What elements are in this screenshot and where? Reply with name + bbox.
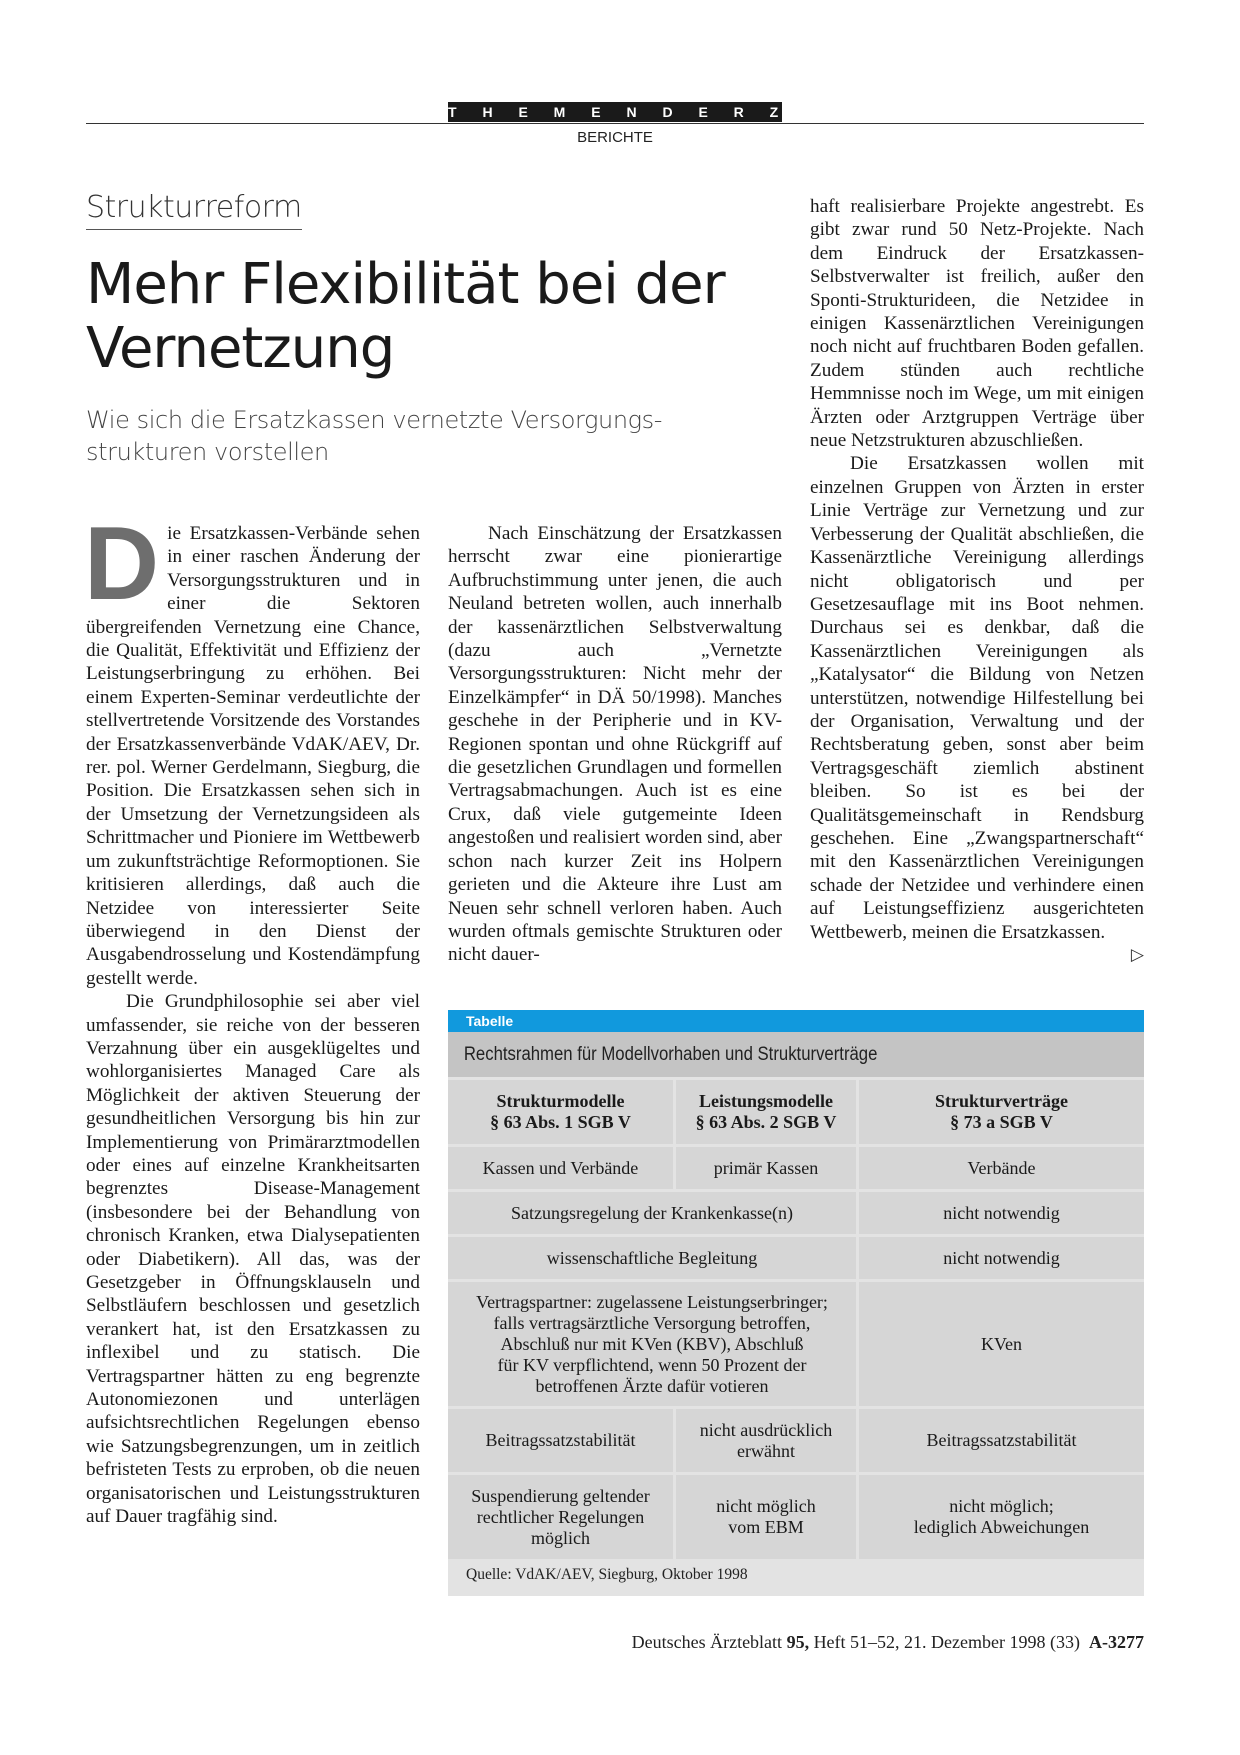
- paragraph-text: Die Ersatzkassen wollen mit einzelnen Gruppen von Ärzten in erster Linie Verträge zur Vernetzung und zur Verbesserung der Qualität abschließen, die Kassenärztliche Vereinigung allerdings nicht obligatorisch und per Gesetzesauflage mit ins Boot nehmen. Durchaus sei es denkbar, daß die Kassenärztlichen Vereinigungen als „Katalysator“ die Bildung von Netzen unterstützen, notwendige Hilfestellung bei der Organisation, Verwaltung und der Rechtsberatung geben, sonst aber beim Vertragsgeschäft ziemlich abstinent bleiben. So ist es bei der Qualitätsgemeinschaft in Rendsburg geschehen. Eine „Zwangspartnerschaft“ mit den Kassenärztlichen Vereinigungen schade der Netzidee und verhindere einen auf Leistungseffizienz ausgerichteten Wettbewerb, meinen die Ersatzkassen.: [810, 453, 1144, 943]
- section-header: T H E M E N D E R Z E I T: [448, 104, 889, 120]
- paragraph: [84, 506, 420, 990]
- body-column-2: [448, 522, 782, 967]
- table-cell: primär Kassen: [676, 1147, 856, 1189]
- article-title: Mehr Flexibilität bei der Vernetzung: [86, 252, 725, 381]
- table-title: Rechtsrahmen für Modellvorhaben und Strukturverträge: [448, 1032, 1144, 1077]
- table-cell: Suspendierung geltender rechtlicher Regelungen möglich: [448, 1475, 673, 1559]
- table-cell: nicht ausdrücklich erwähnt: [676, 1409, 856, 1472]
- table-cell: Beitragssatzstabilität: [859, 1409, 1144, 1472]
- page-number: A-3277: [1089, 1632, 1144, 1652]
- table-source: Quelle: VdAK/AEV, Siegburg, Oktober 1998: [466, 1566, 748, 1583]
- paragraph: Die Grundphilosophie sei aber viel umfassender, sie reiche von der besseren Verzahnung über ein ausgeklügeltes und wohlorganisiertes Managed Care als Möglichkeit der aktiven Steuerung der gesundheitlichen Versorgung bis hin zur Implementierung von Primärarztmodellen oder eines auf einzelne Krankheitsarten begrenztes Disease-Management (insbesondere bei der Behandlung von chronisch Kranken, etwa Dialysepatienten oder Diabetikern). All das, was der Gesetzgeber in Öffnungsklauseln und Selbstläufern beschlossen und gesetzlich verankert hat, ist den Ersatzkassen zu inflexibel und zu statisch. Die Vertragspartner hätten zu eng begrenzte Autonomiezonen und unterlägen aufsichtsrechtlichen Regelungen ebenso wie Satzungsbegrenzungen, um in zeitlich befristeten Tests zu erproben, ob die neuen organisatorischen und Leistungsstrukturen auf Dauer tragfähig sind.: [86, 991, 420, 1528]
- table-header-cell: Strukturverträge § 73 a SGB V: [859, 1080, 1144, 1144]
- paragraph: haft realisierbare Projekte angestrebt. Es gibt zwar rund 50 Netz-Projekte. Nach dem Eindruck der Ersatzkassen-Selbstverwalter ist freilich, außer den Sponti-Strukturideen, die Netzidee in einigen Kassenärztlichen Vereinigungen noch nicht auf fruchtbaren Boden gefallen. Zudem stünden auch rechtliche Hemmnisse noch im Wege, um mit einigen Ärzten oder Arztgruppen Verträge über neue Netzstrukturen abzuschließen.: [810, 196, 1144, 452]
- legal-framework-table: [448, 1010, 1144, 1596]
- paragraph-text: ie Ersatzkassen-Verbände sehen in einer raschen Änderung der Versorgungsstrukturen und in einer die Sektoren übergreifenden Vernetzung eine Chance, die Qualität, Effektivität und Effizienz der Leistungserbringung zu erhöhen. Bei einem Experten-Seminar verdeutlichte der stellvertretende Vorsitzende des Vorstandes der Ersatzkassenverbände VdAK/AEV, Dr. rer. pol. Werner Gerdelmann, Siegburg, die Position. Die Ersatzkassen sehen sich in der Umsetzung der Vernetzungsideen als Schrittmacher und Pioniere im Wettbewerb um zukunftsträchtige Reformoptionen. Sie kritisieren allerdings, daß auch die Netzidee von interessierter Seite überwiegend in den Dienst der Ausgabendrosselung und Kostendämpfung gestellt werde.: [86, 523, 420, 989]
- journal-volume: 95,: [786, 1632, 810, 1652]
- article-subtitle: Wie sich die Ersatzkassen vernetzte Versorgungsstrukturen vorstellen: [86, 406, 663, 466]
- body-column-1: [84, 506, 420, 1528]
- table-cell: nicht möglich vom EBM: [676, 1475, 856, 1559]
- header-rule: [86, 123, 1144, 124]
- body-column-3: [810, 195, 1144, 967]
- journal-name: Deutsches Ärzteblatt: [631, 1632, 783, 1652]
- article-kicker: Strukturreform: [86, 190, 302, 230]
- table-header-cell: Leistungsmodelle § 63 Abs. 2 SGB V: [676, 1080, 856, 1144]
- table-cell: nicht notwendig: [859, 1237, 1144, 1279]
- table-cell: Kassen und Verbände: [448, 1147, 673, 1189]
- table-cell: wissenschaftliche Begleitung: [448, 1237, 856, 1279]
- continue-arrow-icon: ▷: [1130, 945, 1144, 965]
- paragraph: Nach Einschätzung der Ersatzkassen herrscht zwar eine pionierartige Aufbruchstimmung unter jenen, die auch Neuland betreten wollen, auch innerhalb der kassenärztlichen Selbstverwaltung (dazu auch „Vernetzte Versorgungsstrukturen: Nicht mehr der Einzelkämpfer“ in DÄ 50/1998). Manches geschehe in der Peripherie und in KV-Regionen spontan und ohne Rückgriff auf die gesetzlichen Grundlagen und formellen Vertragsabmachungen. Auch ist es eine Crux, daß viele gutgemeinte Ideen angestoßen und realisiert worden sind, aber schon nach kurzer Zeit ins Holpern gerieten und die Akteure ihre Lust am Neuen sehr schnell verloren haben. Auch wurden oftmals gemischte Strukturen oder nicht dauer-: [448, 523, 782, 966]
- table-cell: Satzungsregelung der Krankenkasse(n): [448, 1192, 856, 1234]
- table-cell: Vertragspartner: zugelassene Leistungserbringer; falls vertragsärztliche Versorgung betroffen, Abschluß nur mit KVen (KBV), Abschluß für KV verpflichtend, wenn 50 Prozent der betroffenen Ärzte dafür votieren: [448, 1282, 856, 1406]
- table-cell: Beitragssatzstabilität: [448, 1409, 673, 1472]
- journal-issue: Heft 51–52, 21. Dezember 1998 (33): [813, 1632, 1080, 1652]
- table-label: Tabelle: [448, 1010, 1144, 1032]
- table-header-cell: Strukturmodelle § 63 Abs. 1 SGB V: [448, 1080, 673, 1144]
- paragraph: [810, 452, 1144, 965]
- table-cell: KVen: [859, 1282, 1144, 1406]
- drop-cap: D: [84, 506, 160, 622]
- page-footer: [558, 1632, 1144, 1653]
- table-cell: nicht notwendig: [859, 1192, 1144, 1234]
- table-cell: nicht möglich; lediglich Abweichungen: [859, 1475, 1144, 1559]
- subsection-label: BERICHTE: [577, 129, 653, 146]
- table-cell: Verbände: [859, 1147, 1144, 1189]
